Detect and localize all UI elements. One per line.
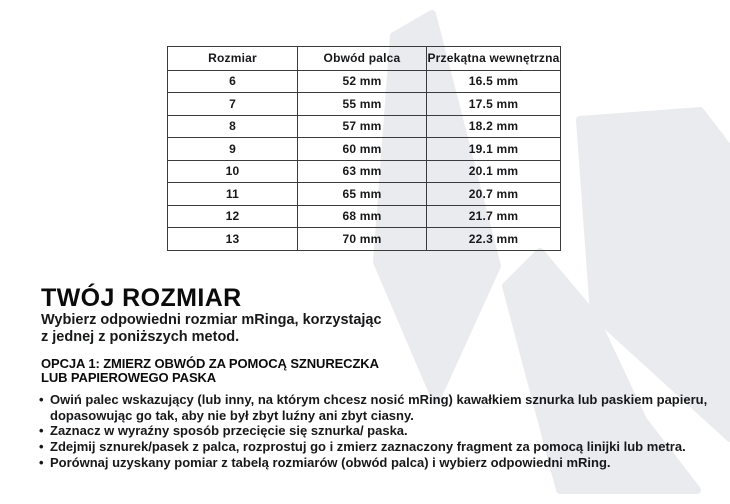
list-item bbox=[39, 392, 707, 423]
size-table-cell: 20.7 mm bbox=[427, 183, 561, 206]
option1-heading bbox=[41, 357, 379, 385]
size-table-cell: 12 bbox=[168, 205, 298, 228]
size-table-cell: 11 bbox=[168, 183, 298, 206]
bullet-marker: • bbox=[39, 423, 44, 439]
size-table-cell: 18.2 mm bbox=[427, 115, 561, 138]
list-item bbox=[39, 423, 707, 439]
size-table-cell: 65 mm bbox=[298, 183, 427, 206]
intro-line: z jednej z poniższych metod. bbox=[41, 328, 240, 345]
size-table-cell: 16.5 mm bbox=[427, 70, 561, 93]
option1-heading-line: OPCJA 1: ZMIERZ OBWÓD ZA POMOCĄ SZNURECZKA bbox=[41, 356, 379, 371]
table-row bbox=[168, 70, 561, 93]
size-table-cell: 20.1 mm bbox=[427, 160, 561, 183]
bullet-marker: • bbox=[39, 439, 44, 455]
list-item-line: Porównaj uzyskany pomiar z tabelą rozmiarów (obwód palca) i wybierz odpowiedni mRing. bbox=[50, 454, 611, 470]
table-row bbox=[168, 93, 561, 116]
table-row bbox=[168, 228, 561, 251]
table-row bbox=[168, 205, 561, 228]
size-table-cell: 21.7 mm bbox=[427, 205, 561, 228]
size-table-cell: 9 bbox=[168, 138, 298, 161]
size-table-header-cell: Przekątna wewnętrzna bbox=[427, 47, 561, 71]
table-row bbox=[168, 183, 561, 206]
size-table-cell: 10 bbox=[168, 160, 298, 183]
page-title: TWÓJ ROZMIAR bbox=[41, 284, 242, 312]
size-table-cell: 63 mm bbox=[298, 160, 427, 183]
size-table-cell: 55 mm bbox=[298, 93, 427, 116]
list-item-line: Zdejmij sznurek/pasek z palca, rozprostuj go i zmierz zaznaczony fragment za pomocą linijki lub metra. bbox=[50, 439, 686, 455]
list-item bbox=[39, 455, 707, 471]
size-table-cell: 17.5 mm bbox=[427, 93, 561, 116]
size-table bbox=[167, 46, 561, 251]
size-table-cell: 68 mm bbox=[298, 205, 427, 228]
size-table-cell: 70 mm bbox=[298, 228, 427, 251]
size-table-cell: 60 mm bbox=[298, 138, 427, 161]
size-table-header-cell: Rozmiar bbox=[168, 47, 298, 71]
list-item-text bbox=[50, 455, 611, 471]
table-row bbox=[168, 115, 561, 138]
size-table-cell: 7 bbox=[168, 93, 298, 116]
size-table-cell: 6 bbox=[168, 70, 298, 93]
list-item bbox=[39, 439, 707, 455]
list-item-text bbox=[50, 392, 707, 423]
size-table-cell: 19.1 mm bbox=[427, 138, 561, 161]
table-row bbox=[168, 138, 561, 161]
list-item-text bbox=[50, 423, 408, 439]
list-item-line: dopasowując go tak, aby nie był zbyt luźny ani zbyt ciasny. bbox=[50, 407, 414, 423]
bullet-marker: • bbox=[39, 392, 44, 407]
bullet-marker: • bbox=[39, 454, 44, 470]
list-item-text bbox=[50, 439, 686, 455]
table-row bbox=[168, 160, 561, 183]
size-table-header-row bbox=[168, 47, 561, 71]
size-table-cell: 22.3 mm bbox=[427, 228, 561, 251]
option1-heading-line: LUB PAPIEROWEGO PASKA bbox=[41, 369, 217, 385]
intro-line: Wybierz odpowiedni rozmiar mRinga, korzystając bbox=[41, 312, 382, 328]
size-table-cell: 52 mm bbox=[298, 70, 427, 93]
list-item-line: Zaznacz w wyraźny sposób przecięcie się sznurka/ paska. bbox=[50, 423, 408, 439]
list-item-line: Owiń palec wskazujący (lub inny, na którym chcesz nosić mRing) kawałkiem sznurka lub paskiem papieru, bbox=[50, 392, 708, 407]
option1-instructions bbox=[39, 392, 707, 471]
size-table-header-cell: Obwód palca bbox=[298, 47, 427, 71]
intro-text bbox=[41, 312, 382, 345]
size-table-cell: 13 bbox=[168, 228, 298, 251]
size-table-cell: 8 bbox=[168, 115, 298, 138]
size-table-cell: 57 mm bbox=[298, 115, 427, 138]
